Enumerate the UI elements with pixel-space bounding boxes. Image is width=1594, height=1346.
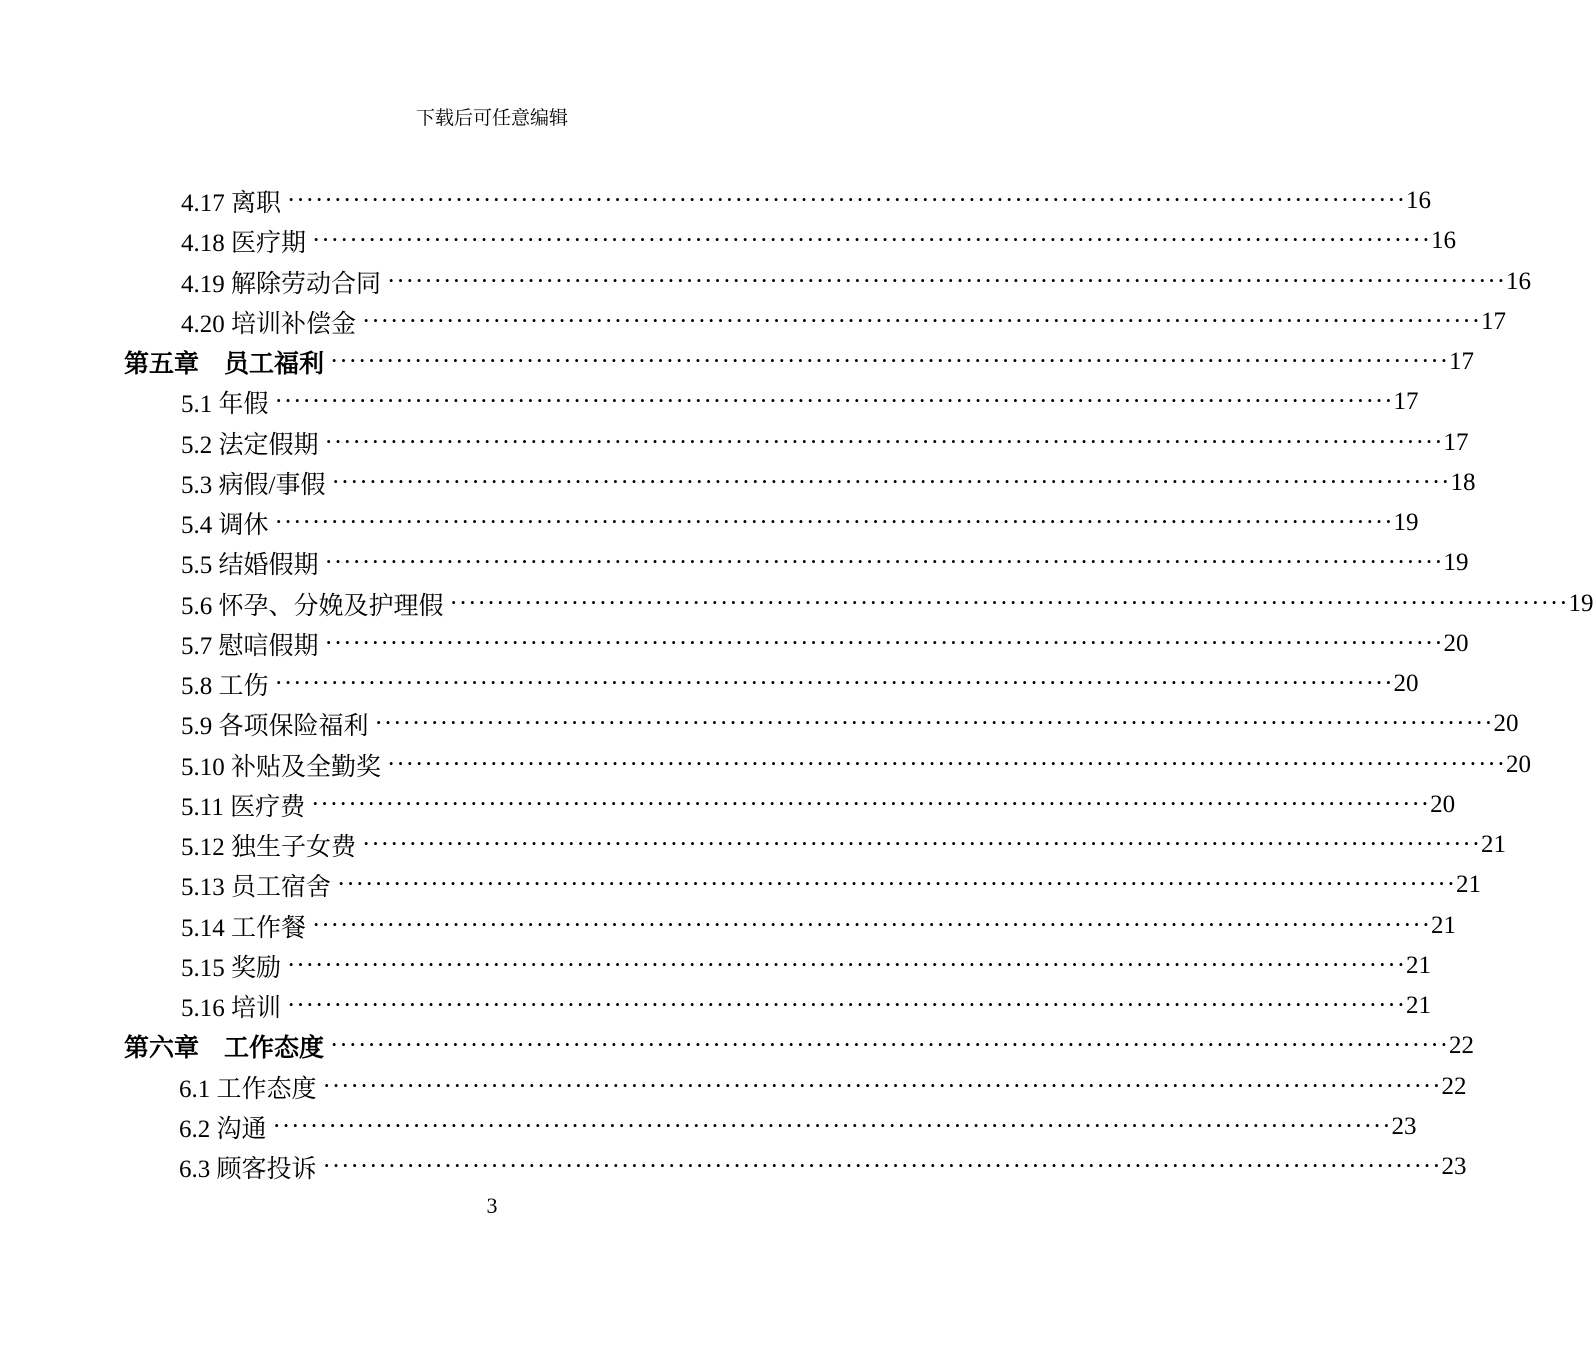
toc-entry[interactable] bbox=[181, 543, 1469, 583]
toc-entry-title: 5.10 补贴及全勤奖 bbox=[181, 753, 382, 781]
toc-entry-page-number: 21 bbox=[1481, 831, 1507, 858]
toc-entry[interactable] bbox=[181, 865, 1482, 905]
toc-entry-page-number: 22 bbox=[1449, 1032, 1475, 1060]
toc-entry[interactable] bbox=[181, 906, 1457, 946]
toc-leader-dots: ························································································································ bbox=[337, 871, 1457, 899]
toc-entry-title: 5.8 工伤 bbox=[181, 673, 269, 700]
toc-entry-page-number: 21 bbox=[1406, 992, 1432, 1019]
toc-entry-page-number: 17 bbox=[1481, 307, 1507, 335]
toc-entry-page-number: 16 bbox=[1406, 187, 1432, 214]
toc-leader-dots: ························································································································ bbox=[330, 1032, 1450, 1060]
toc-entry-title: 5.14 工作餐 bbox=[181, 914, 307, 942]
toc-leader-dots: ························································································································ bbox=[274, 509, 1394, 536]
toc-entry-title: 5.6 怀孕、分娩及护理假 bbox=[181, 592, 444, 620]
toc-leader-dots: ························································································································ bbox=[449, 589, 1569, 617]
toc-entry[interactable] bbox=[179, 1147, 1467, 1187]
toc-entry-page-number: 20 bbox=[1443, 629, 1469, 657]
toc-leader-dots: ························································································································ bbox=[387, 267, 1507, 295]
toc-chapter-entry[interactable] bbox=[124, 1026, 1475, 1066]
toc-entry-title: 4.20 培训补偿金 bbox=[181, 310, 357, 338]
toc-entry[interactable] bbox=[181, 221, 1457, 261]
toc-entry-page-number: 17 bbox=[1443, 428, 1469, 456]
toc-entry[interactable] bbox=[181, 463, 1476, 503]
toc-entry-page-number: 20 bbox=[1430, 790, 1456, 818]
toc-entry-title: 6.2 沟通 bbox=[179, 1115, 267, 1143]
toc-leader-dots: ························································································································ bbox=[331, 468, 1451, 496]
toc-entry-page-number: 20 bbox=[1393, 670, 1419, 697]
toc-leader-dots: ························································································································ bbox=[287, 187, 1407, 214]
toc-entry-page-number: 17 bbox=[1393, 388, 1419, 416]
toc-entry-page-number: 20 bbox=[1506, 750, 1532, 778]
toc-leader-dots: ························································································································ bbox=[322, 1153, 1442, 1180]
toc-entry-title: 4.18 医疗期 bbox=[181, 230, 307, 258]
toc-leader-dots: ························································································································ bbox=[324, 629, 1444, 657]
toc-leader-dots: ························································································································ bbox=[362, 831, 1482, 858]
toc-entry-title: 5.4 调休 bbox=[181, 512, 269, 539]
toc-entry[interactable] bbox=[181, 302, 1507, 342]
page-header: 下载后可任意编辑 bbox=[415, 108, 568, 129]
toc-leader-dots: ························································································································ bbox=[387, 750, 1507, 778]
toc-entry[interactable] bbox=[181, 946, 1432, 986]
toc-leader-dots: ························································································································ bbox=[324, 549, 1444, 577]
toc-entry[interactable] bbox=[181, 423, 1469, 463]
toc-chapter-entry[interactable] bbox=[124, 342, 1475, 382]
toc-entry-page-number: 21 bbox=[1431, 911, 1457, 939]
toc-entry-title: 第六章 工作态度 bbox=[124, 1035, 325, 1063]
toc-entry[interactable] bbox=[181, 624, 1469, 664]
toc-leader-dots: ························································································································ bbox=[330, 348, 1450, 375]
toc-entry-page-number: 16 bbox=[1506, 267, 1532, 295]
toc-entry-title: 5.7 慰唁假期 bbox=[181, 632, 319, 660]
toc-entry-title: 5.9 各项保险福利 bbox=[181, 713, 369, 741]
toc-leader-dots: ························································································································ bbox=[274, 388, 1394, 416]
toc-leader-dots: ························································································································ bbox=[374, 710, 1494, 738]
toc-leader-dots: ························································································································ bbox=[274, 670, 1394, 697]
toc-entry-page-number: 21 bbox=[1406, 951, 1432, 979]
toc-entry-title: 6.3 顾客投诉 bbox=[179, 1156, 317, 1183]
toc-entry[interactable] bbox=[181, 825, 1507, 865]
toc-entry[interactable] bbox=[179, 1107, 1417, 1147]
toc-entry-title: 5.3 病假/事假 bbox=[181, 471, 326, 499]
toc-entry-page-number: 19 bbox=[1443, 549, 1469, 577]
toc-entry-page-number: 20 bbox=[1493, 710, 1519, 738]
toc-entry-page-number: 23 bbox=[1391, 1112, 1417, 1140]
toc-entry[interactable] bbox=[181, 262, 1532, 302]
toc-entry[interactable] bbox=[179, 1067, 1467, 1107]
toc-entry-page-number: 19 bbox=[1568, 589, 1594, 617]
toc-entry-page-number: 16 bbox=[1431, 227, 1457, 255]
toc-entry[interactable] bbox=[181, 664, 1419, 704]
toc-entry-title: 5.11 医疗费 bbox=[181, 793, 306, 821]
toc-entry-title: 6.1 工作态度 bbox=[179, 1075, 317, 1103]
toc-entry-page-number: 19 bbox=[1393, 509, 1419, 536]
toc-entry[interactable] bbox=[181, 584, 1594, 624]
toc-entry[interactable] bbox=[181, 785, 1456, 825]
toc-entry-page-number: 21 bbox=[1456, 871, 1482, 899]
toc-leader-dots: ························································································································ bbox=[312, 911, 1432, 939]
toc-entry-title: 5.2 法定假期 bbox=[181, 431, 319, 459]
toc-entry[interactable] bbox=[181, 745, 1532, 785]
toc-entry[interactable] bbox=[181, 704, 1519, 744]
toc-entry[interactable] bbox=[181, 382, 1419, 422]
toc-entry-title: 4.19 解除劳动合同 bbox=[181, 270, 382, 298]
toc-entry-page-number: 23 bbox=[1441, 1153, 1467, 1180]
toc-entry-page-number: 18 bbox=[1450, 468, 1476, 496]
toc-entry-title: 5.16 培训 bbox=[181, 995, 282, 1022]
toc-entry-title: 4.17 离职 bbox=[181, 190, 282, 217]
toc-entry[interactable] bbox=[181, 181, 1432, 221]
toc-leader-dots: ························································································································ bbox=[272, 1112, 1392, 1140]
toc-entry[interactable] bbox=[181, 503, 1419, 543]
toc-entry-title: 5.13 员工宿舍 bbox=[181, 874, 332, 902]
toc-leader-dots: ························································································································ bbox=[324, 428, 1444, 456]
toc-leader-dots: ························································································································ bbox=[362, 307, 1482, 335]
toc-entry-page-number: 22 bbox=[1441, 1072, 1467, 1100]
toc-entry-title: 5.1 年假 bbox=[181, 391, 269, 419]
page-number: 3 bbox=[486, 1193, 498, 1218]
toc-leader-dots: ························································································································ bbox=[312, 227, 1432, 255]
toc-leader-dots: ························································································································ bbox=[287, 951, 1407, 979]
toc-entry-title: 5.5 结婚假期 bbox=[181, 552, 319, 580]
toc-entry-title: 第五章 员工福利 bbox=[124, 351, 325, 378]
toc-entry[interactable] bbox=[181, 986, 1432, 1026]
toc-leader-dots: ························································································································ bbox=[287, 992, 1407, 1019]
toc-leader-dots: ························································································································ bbox=[322, 1072, 1442, 1100]
toc-entry-title: 5.15 奖励 bbox=[181, 954, 282, 982]
toc-entry-page-number: 17 bbox=[1449, 348, 1475, 375]
toc-leader-dots: ························································································································ bbox=[311, 790, 1431, 818]
toc-entry-title: 5.12 独生子女费 bbox=[181, 834, 357, 861]
